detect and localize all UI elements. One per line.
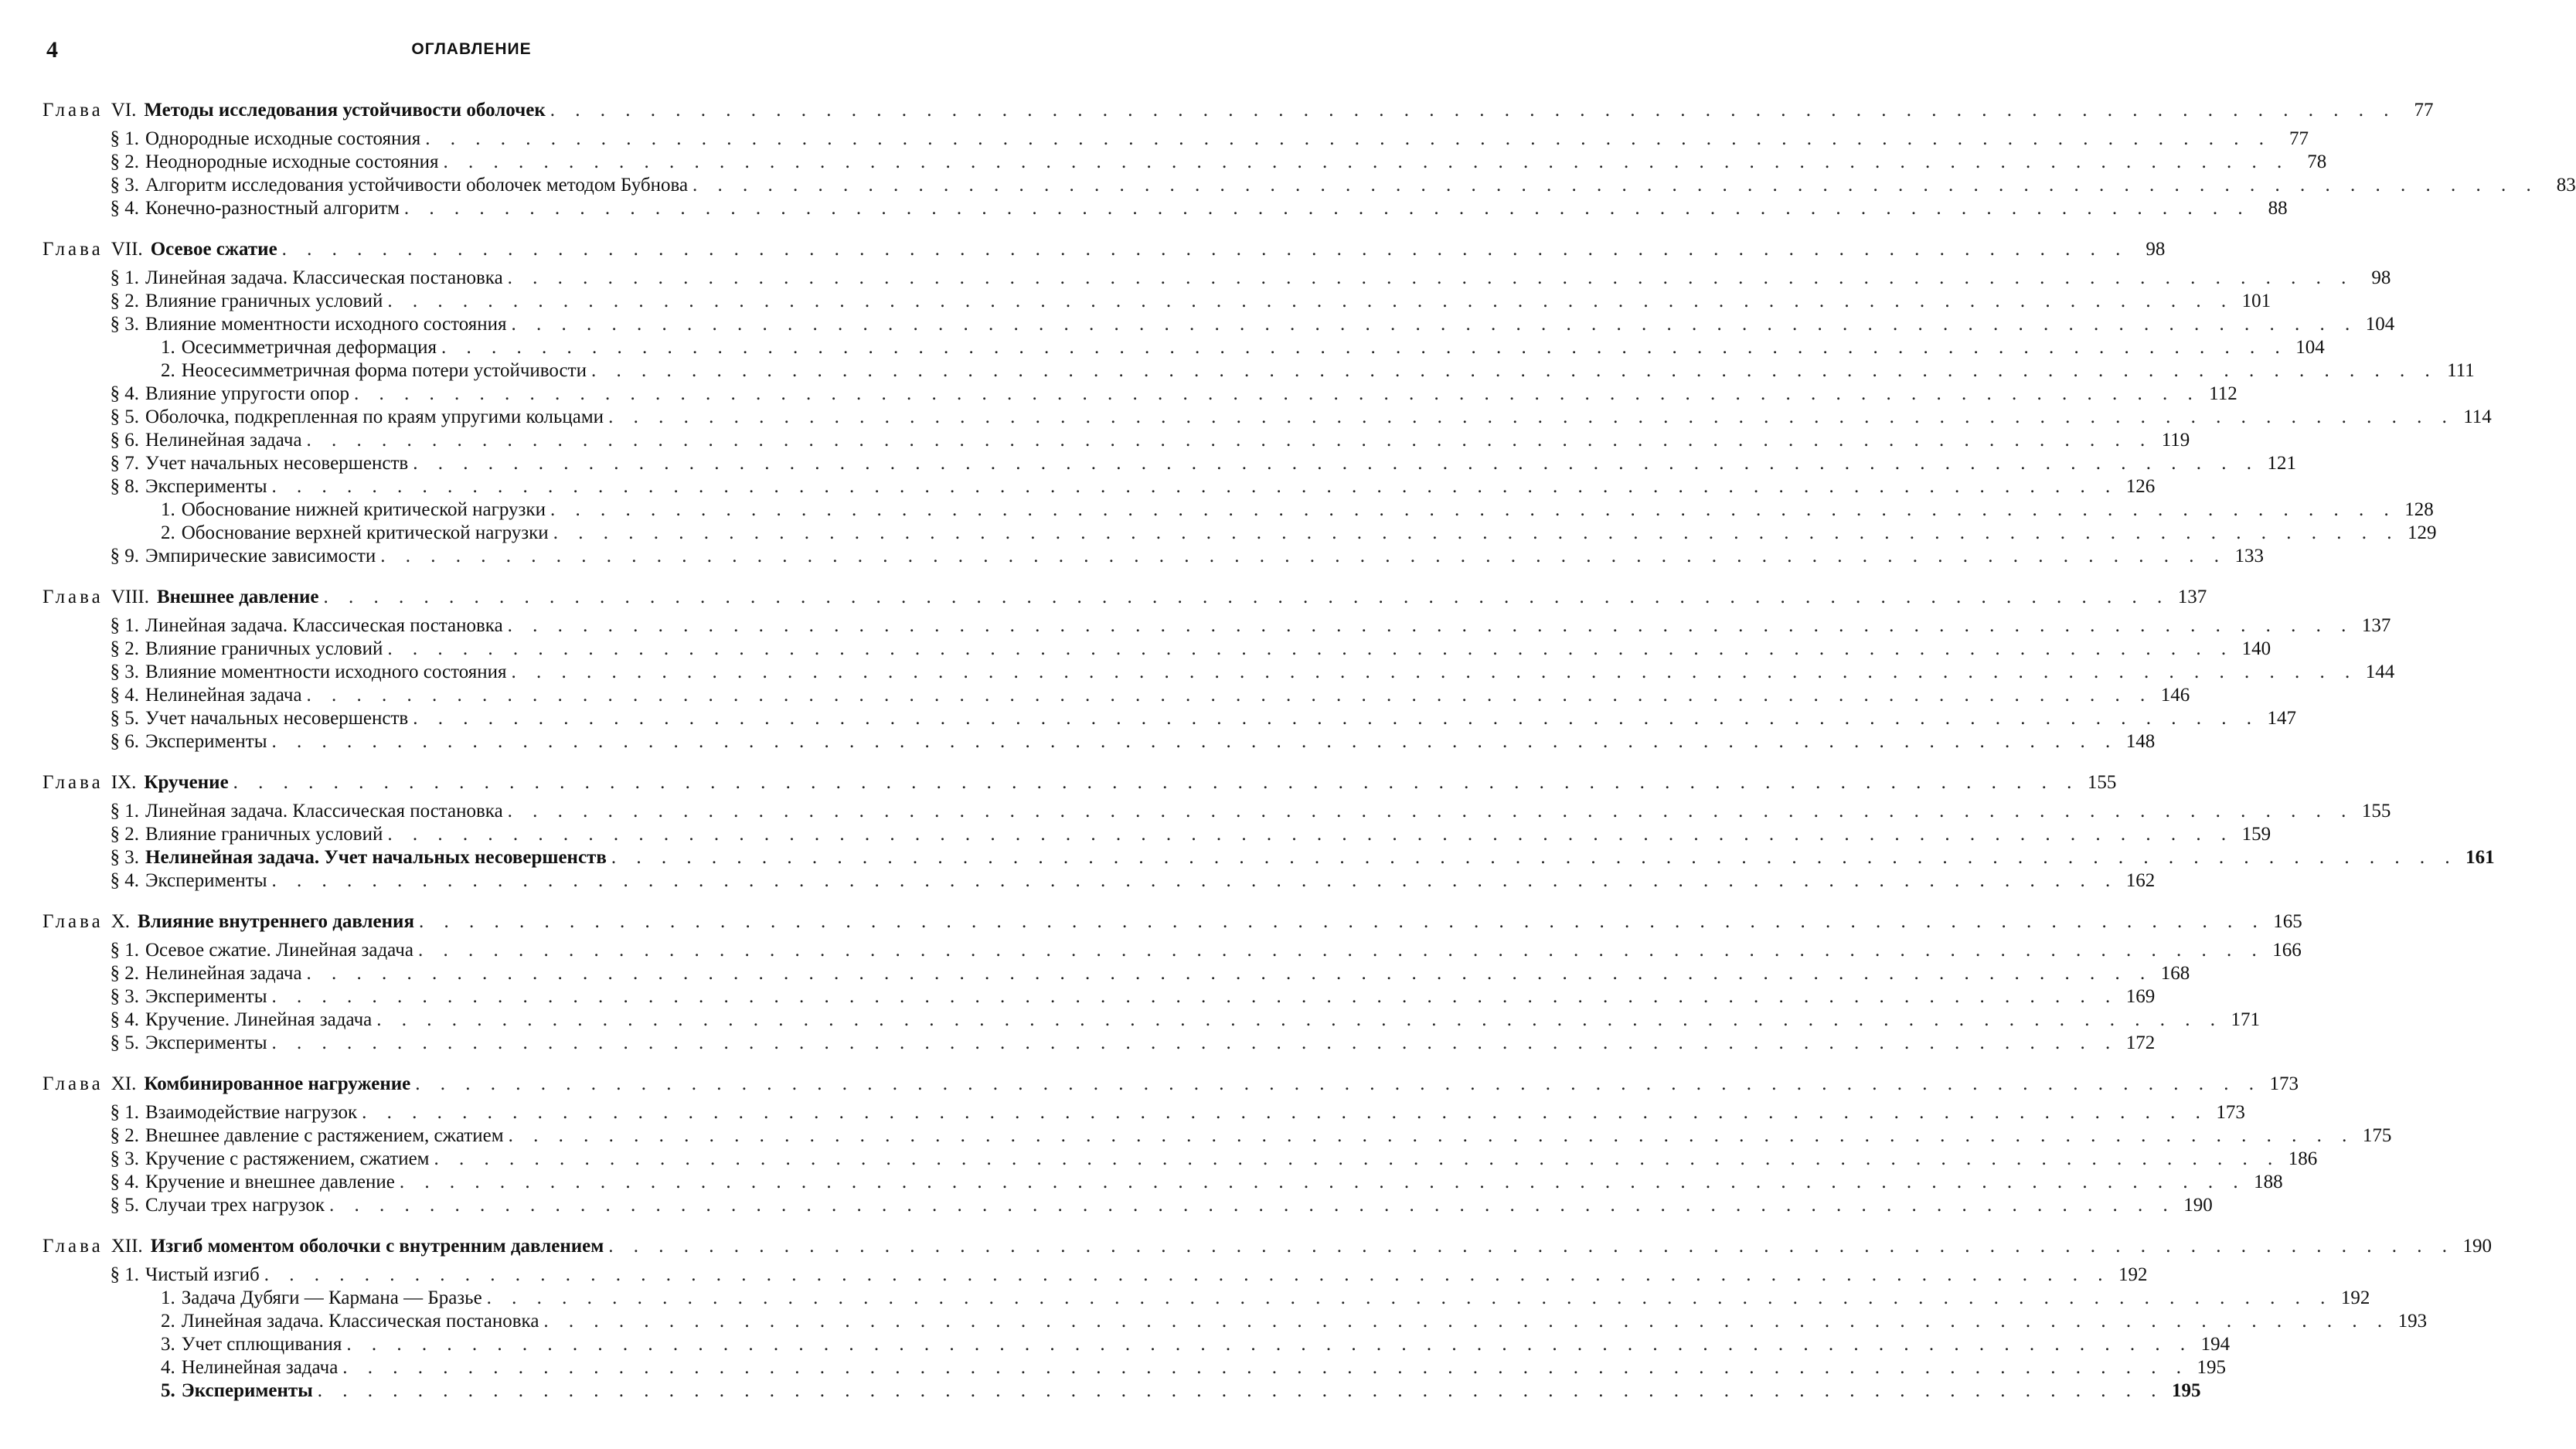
entry-page: 155 xyxy=(2361,801,2391,821)
entry-page: 172 xyxy=(2125,1032,2156,1053)
leader-dots xyxy=(487,1287,2333,1310)
chapter-number: VI. xyxy=(111,100,137,121)
chapter-block xyxy=(43,1235,2493,1403)
entry-page: 192 xyxy=(2340,1287,2370,1308)
section-number: § 1. xyxy=(110,615,139,636)
section-number: § 3. xyxy=(110,1148,139,1169)
chapter-heading xyxy=(43,99,2434,122)
entry-page: 119 xyxy=(2161,430,2190,451)
leader-dots xyxy=(608,1235,2455,1258)
subsection-title: Эксперименты xyxy=(181,1380,313,1401)
entry-page: 162 xyxy=(2125,870,2156,891)
subsection-number: 4. xyxy=(161,1357,175,1378)
section-title: Оболочка, подкрепленная по краям упругими кольцами xyxy=(145,406,604,427)
leader-dots xyxy=(323,586,2169,609)
leader-dots xyxy=(400,1171,2246,1194)
section-title: Линейная задача. Классическая постановка xyxy=(145,801,503,821)
section-title: Влияние моментности исходного состояния xyxy=(145,314,507,335)
section-title: Линейная задача. Классическая постановка xyxy=(145,267,503,288)
subsection-entry xyxy=(43,1287,2370,1310)
section-entry xyxy=(43,174,2576,197)
chapter-heading xyxy=(43,1235,2493,1258)
leader-dots xyxy=(512,313,2358,336)
leader-dots xyxy=(318,1379,2164,1403)
section-title: Алгоритм исследования устойчивости оболочек методом Бубнова xyxy=(145,175,689,196)
section-number: § 2. xyxy=(110,291,139,311)
chapter-heading xyxy=(43,910,2302,934)
entry-page: 148 xyxy=(2125,731,2156,752)
leader-dots xyxy=(362,1101,2208,1124)
chapter-title: Комбинированное нагружение xyxy=(144,1073,411,1094)
leader-dots xyxy=(415,1073,2261,1096)
section-number: § 4. xyxy=(110,383,139,404)
chapter-word: Глава xyxy=(43,1236,104,1257)
leader-dots xyxy=(342,1356,2189,1379)
section-number: § 4. xyxy=(110,1172,139,1192)
entry-page: 195 xyxy=(2197,1357,2227,1378)
section-entry xyxy=(43,452,2296,475)
leader-dots xyxy=(307,962,2153,985)
subsection-entry xyxy=(43,498,2434,522)
leader-dots xyxy=(346,1333,2193,1356)
section-entry xyxy=(43,846,2495,869)
chapter-number: XI. xyxy=(111,1073,137,1094)
chapter-page: 155 xyxy=(2087,772,2117,793)
leader-dots xyxy=(272,475,2118,498)
chapter-heading xyxy=(43,771,2117,794)
subsection-number: 3. xyxy=(161,1334,175,1355)
subsection-title: Нелинейная задача xyxy=(181,1357,339,1378)
section-number: § 2. xyxy=(110,1125,139,1146)
leader-dots xyxy=(611,846,2458,869)
leader-dots xyxy=(550,99,2397,122)
section-title: Эксперименты xyxy=(145,476,267,497)
chapter-block xyxy=(43,238,2492,568)
chapter-heading xyxy=(43,238,2166,261)
chapter-number: XII. xyxy=(111,1236,143,1257)
section-entry xyxy=(43,197,2288,220)
section-title: Кручение. Линейная задача xyxy=(145,1009,373,1030)
section-number: § 2. xyxy=(110,638,139,659)
entry-page: 98 xyxy=(2371,267,2391,288)
chapter-title: Внешнее давление xyxy=(157,587,319,607)
section-title: Влияние упругости опор xyxy=(145,383,349,404)
entry-page: 186 xyxy=(2288,1148,2318,1169)
section-entry xyxy=(43,869,2156,893)
section-entry xyxy=(43,1194,2213,1217)
section-number: § 5. xyxy=(110,1032,139,1053)
leader-dots xyxy=(425,128,2271,151)
chapter-page: 190 xyxy=(2462,1236,2493,1257)
section-number: § 1. xyxy=(110,801,139,821)
entry-page: 193 xyxy=(2397,1311,2428,1332)
chapter-heading xyxy=(43,586,2207,609)
subsection-number: 1. xyxy=(161,1287,175,1308)
section-title: Нелинейная задача xyxy=(145,963,302,984)
section-title: Случаи трех нагрузок xyxy=(145,1195,325,1216)
entry-page: 111 xyxy=(2447,360,2475,381)
chapter-title: Изгиб моментом оболочки с внутренним давлением xyxy=(150,1236,604,1257)
leader-dots xyxy=(508,614,2354,638)
section-title: Нелинейная задача. Учет начальных несовершенств xyxy=(145,847,607,868)
section-number: § 5. xyxy=(110,708,139,729)
section-number: § 3. xyxy=(110,662,139,682)
section-title: Учет начальных несовершенств xyxy=(145,453,409,474)
section-entry xyxy=(43,939,2302,962)
chapter-word: Глава xyxy=(43,1073,104,1094)
chapter-block xyxy=(43,586,2395,753)
leader-dots xyxy=(272,985,2118,1009)
leader-dots xyxy=(550,498,2397,522)
section-number: § 2. xyxy=(110,963,139,984)
section-title: Эксперименты xyxy=(145,1032,267,1053)
chapter-block xyxy=(43,99,2576,220)
subsection-number: 2. xyxy=(161,522,175,543)
chapter-title: Методы исследования устойчивости оболочек xyxy=(144,100,546,121)
section-entry xyxy=(43,1148,2318,1171)
leader-dots xyxy=(608,406,2455,429)
section-entry xyxy=(43,1124,2392,1148)
leader-dots xyxy=(404,197,2251,220)
entry-page: 168 xyxy=(2160,963,2190,984)
section-number: § 3. xyxy=(110,847,139,868)
leader-dots xyxy=(264,1264,2111,1287)
leader-dots xyxy=(413,707,2259,730)
entry-page: 166 xyxy=(2272,940,2302,961)
section-entry xyxy=(43,475,2156,498)
entry-page: 114 xyxy=(2463,406,2492,427)
chapter-word: Глава xyxy=(43,587,104,607)
entry-page: 161 xyxy=(2465,847,2495,868)
chapter-block xyxy=(43,771,2495,893)
section-title: Взаимодействие нагрузок xyxy=(145,1102,358,1123)
chapter-number: VII. xyxy=(111,239,143,260)
subsection-title: Осесимметричная деформация xyxy=(181,337,437,358)
entry-page: 188 xyxy=(2254,1172,2283,1192)
section-number: § 8. xyxy=(110,476,139,497)
subsection-title: Неосесимметричная форма потери устойчивости xyxy=(181,360,587,381)
section-entry xyxy=(43,661,2395,684)
leader-dots xyxy=(376,1009,2223,1032)
leader-dots xyxy=(272,730,2118,753)
section-title: Эмпирические зависимости xyxy=(145,546,376,566)
chapter-page: 137 xyxy=(2177,587,2207,607)
entry-page: 159 xyxy=(2241,824,2271,845)
leader-dots xyxy=(512,661,2358,684)
section-entry xyxy=(43,406,2492,429)
entry-page: 129 xyxy=(2407,522,2437,543)
section-entry xyxy=(43,684,2190,707)
subsection-title: Учет сплющивания xyxy=(181,1334,342,1355)
section-number: § 2. xyxy=(110,151,139,172)
section-entry xyxy=(43,800,2391,823)
section-number: § 6. xyxy=(110,430,139,451)
chapter-word: Глава xyxy=(43,100,104,121)
entry-page: 173 xyxy=(2216,1102,2245,1123)
section-number: § 1. xyxy=(110,1102,139,1123)
chapter-title: Влияние внутреннего давления xyxy=(138,911,414,932)
section-number: § 4. xyxy=(110,1009,139,1030)
entry-page: 126 xyxy=(2125,476,2156,497)
entry-page: 144 xyxy=(2365,662,2395,682)
entry-page: 146 xyxy=(2160,685,2190,706)
section-title: Неоднородные исходные состояния xyxy=(145,151,439,172)
chapter-block xyxy=(43,1073,2392,1217)
entry-page: 121 xyxy=(2267,453,2296,474)
section-number: § 6. xyxy=(110,731,139,752)
section-number: § 1. xyxy=(110,267,139,288)
page-title: ОГЛАВЛЕНИЕ xyxy=(411,40,532,58)
section-entry xyxy=(43,429,2190,452)
section-title: Внешнее давление с растяжением, сжатием xyxy=(145,1125,504,1146)
section-title: Чистый изгиб xyxy=(145,1264,260,1285)
section-entry xyxy=(43,1101,2245,1124)
leader-dots xyxy=(509,1124,2355,1148)
page-number: 4 xyxy=(46,37,58,63)
section-entry xyxy=(43,1009,2260,1032)
section-entry xyxy=(43,290,2271,313)
subsection-number: 1. xyxy=(161,499,175,520)
entry-page: 175 xyxy=(2362,1125,2392,1146)
leader-dots xyxy=(553,522,2400,545)
chapter-page: 173 xyxy=(2269,1073,2299,1094)
entry-page: 88 xyxy=(2268,198,2288,219)
leader-dots xyxy=(591,359,2438,383)
leader-dots xyxy=(354,383,2200,406)
section-number: § 7. xyxy=(110,453,139,474)
leader-dots xyxy=(543,1310,2390,1333)
section-number: § 4. xyxy=(110,198,139,219)
subsection-entry xyxy=(43,522,2437,545)
chapter-page: 77 xyxy=(2414,100,2434,121)
section-number: § 1. xyxy=(110,1264,139,1285)
chapter-block xyxy=(43,910,2302,1055)
chapter-heading xyxy=(43,1073,2299,1096)
section-number: § 4. xyxy=(110,685,139,706)
entry-page: 195 xyxy=(2171,1380,2201,1401)
subsection-entry xyxy=(43,1310,2428,1333)
subsection-entry xyxy=(43,1333,2231,1356)
leader-dots xyxy=(508,267,2354,290)
entry-page: 137 xyxy=(2361,615,2391,636)
section-number: § 3. xyxy=(110,986,139,1007)
section-entry xyxy=(43,267,2391,290)
subsection-entry xyxy=(43,1379,2201,1403)
entry-page: 104 xyxy=(2365,314,2395,335)
section-entry xyxy=(43,823,2271,846)
subsection-title: Обоснование верхней критической нагрузки xyxy=(181,522,549,543)
subsection-entry xyxy=(43,1356,2227,1379)
leader-dots xyxy=(307,684,2153,707)
leader-dots xyxy=(272,1032,2118,1055)
entry-page: 169 xyxy=(2125,986,2156,1007)
subsection-entry xyxy=(43,359,2475,383)
entry-page: 194 xyxy=(2200,1334,2231,1355)
chapter-number: IX. xyxy=(111,772,137,793)
leader-dots xyxy=(282,238,2129,261)
section-title: Конечно-разностный алгоритм xyxy=(145,198,400,219)
section-number: § 2. xyxy=(110,824,139,845)
leader-dots xyxy=(387,823,2234,846)
subsection-title: Обоснование нижней критической нагрузки xyxy=(181,499,546,520)
section-number: § 1. xyxy=(110,128,139,149)
leader-dots xyxy=(380,545,2227,568)
section-title: Однородные исходные состояния xyxy=(145,128,421,149)
subsection-number: 1. xyxy=(161,337,175,358)
leader-dots xyxy=(418,939,2265,962)
entry-page: 104 xyxy=(2295,337,2325,358)
section-title: Влияние граничных условий xyxy=(145,291,383,311)
leader-dots xyxy=(443,151,2289,174)
section-entry xyxy=(43,545,2264,568)
entry-page: 83 xyxy=(2556,175,2576,196)
chapter-title: Осевое сжатие xyxy=(150,239,277,260)
section-entry xyxy=(43,151,2327,174)
subsection-number: 2. xyxy=(161,1311,175,1332)
entry-page: 190 xyxy=(2183,1195,2213,1216)
leader-dots xyxy=(387,290,2234,313)
chapter-word: Глава xyxy=(43,239,104,260)
table-of-contents xyxy=(43,99,2576,1420)
entry-page: 101 xyxy=(2241,291,2271,311)
chapter-page: 98 xyxy=(2146,239,2166,260)
section-title: Линейная задача. Классическая постановка xyxy=(145,615,503,636)
section-title: Кручение с растяжением, сжатием xyxy=(145,1148,430,1169)
section-number: § 4. xyxy=(110,870,139,891)
section-number: § 5. xyxy=(110,406,139,427)
subsection-title: Линейная задача. Классическая постановка xyxy=(181,1311,539,1332)
section-title: Осевое сжатие. Линейная задача xyxy=(145,940,413,961)
section-entry xyxy=(43,1171,2283,1194)
chapter-number: VIII. xyxy=(111,587,149,607)
entry-page: 147 xyxy=(2267,708,2296,729)
entry-page: 77 xyxy=(2289,128,2309,149)
section-entry xyxy=(43,1032,2156,1055)
section-title: Учет начальных несовершенств xyxy=(145,708,409,729)
entry-page: 78 xyxy=(2307,151,2327,172)
entry-page: 140 xyxy=(2241,638,2271,659)
subsection-title: Задача Дубяги — Кармана — Бразье xyxy=(181,1287,482,1308)
section-entry xyxy=(43,962,2190,985)
leader-dots xyxy=(387,638,2234,661)
section-number: § 3. xyxy=(110,314,139,335)
section-title: Влияние граничных условий xyxy=(145,824,383,845)
section-title: Влияние моментности исходного состояния xyxy=(145,662,507,682)
leader-dots xyxy=(419,910,2265,934)
section-entry xyxy=(43,985,2156,1009)
chapter-word: Глава xyxy=(43,911,104,932)
leader-dots xyxy=(329,1194,2176,1217)
section-title: Эксперименты xyxy=(145,870,267,891)
entry-page: 128 xyxy=(2404,499,2434,520)
section-number: § 9. xyxy=(110,546,139,566)
leader-dots xyxy=(233,771,2080,794)
chapter-word: Глава xyxy=(43,772,104,793)
section-title: Нелинейная задача xyxy=(145,430,302,451)
section-entry xyxy=(43,730,2156,753)
chapter-title: Кручение xyxy=(144,772,229,793)
section-title: Эксперименты xyxy=(145,986,267,1007)
leader-dots xyxy=(272,869,2118,893)
section-title: Эксперименты xyxy=(145,731,267,752)
leader-dots xyxy=(434,1148,2281,1171)
leader-dots xyxy=(508,800,2354,823)
chapter-number: X. xyxy=(111,911,131,932)
section-number: § 3. xyxy=(110,175,139,196)
section-number: § 5. xyxy=(110,1195,139,1216)
chapter-page: 165 xyxy=(2273,911,2302,932)
section-title: Влияние граничных условий xyxy=(145,638,383,659)
subsection-number: 5. xyxy=(161,1380,175,1401)
leader-dots xyxy=(307,429,2153,452)
section-title: Нелинейная задача xyxy=(145,685,302,706)
section-entry xyxy=(43,128,2309,151)
section-entry xyxy=(43,313,2395,336)
section-entry xyxy=(43,383,2237,406)
entry-page: 112 xyxy=(2209,383,2237,404)
section-entry xyxy=(43,707,2296,730)
leader-dots xyxy=(692,174,2539,197)
subsection-entry xyxy=(43,336,2325,359)
subsection-number: 2. xyxy=(161,360,175,381)
page-header xyxy=(46,37,897,68)
section-entry xyxy=(43,1264,2148,1287)
section-title: Кручение и внешнее давление xyxy=(145,1172,395,1192)
entry-page: 192 xyxy=(2118,1264,2148,1285)
section-entry xyxy=(43,614,2391,638)
section-entry xyxy=(43,638,2271,661)
leader-dots xyxy=(413,452,2259,475)
section-number: § 1. xyxy=(110,940,139,961)
entry-page: 133 xyxy=(2234,546,2264,566)
leader-dots xyxy=(441,336,2288,359)
entry-page: 171 xyxy=(2231,1009,2260,1030)
